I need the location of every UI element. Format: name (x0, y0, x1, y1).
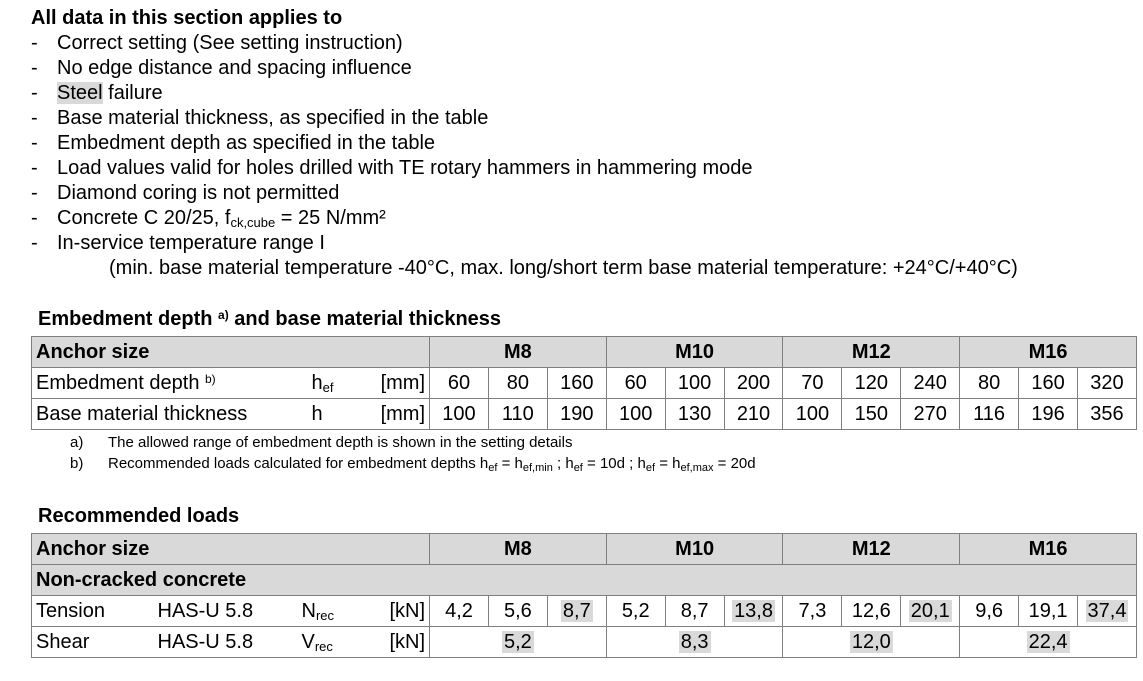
table-cell: 8,7 (547, 596, 606, 627)
table-cell: 8,3 (606, 627, 783, 658)
table-cell: 120 (842, 368, 901, 399)
loads-section-title: Recommended loads (38, 505, 240, 527)
table-cell: 130 (665, 399, 724, 430)
loads-table (31, 533, 1137, 658)
table-cell: 20,1 (901, 596, 960, 627)
table-header-row (32, 534, 1137, 565)
table-cell: 9,6 (960, 596, 1019, 627)
footnote-a: a) The allowed range of embedment depth is shown in the setting details (70, 434, 573, 451)
table-cell: 5,2 (430, 627, 607, 658)
table-cell: 100 (430, 399, 489, 430)
table-cell: 7,3 (783, 596, 842, 627)
table-cell: 60 (430, 368, 489, 399)
table-cell: 190 (547, 399, 606, 430)
table-cell: 100 (783, 399, 842, 430)
table-row (32, 627, 1137, 658)
applicability-list (31, 6, 1018, 281)
table-cell: 80 (960, 368, 1019, 399)
footnotes (70, 432, 756, 474)
table-cell: 240 (901, 368, 960, 399)
table-cell: 270 (901, 399, 960, 430)
table-cell: 5,6 (488, 596, 547, 627)
size-m16: M16 (960, 534, 1137, 565)
list-item: - Concrete C 20/25, $f_{ck,cube} = 25$ N/mm² (31, 207, 386, 230)
embedment-section-title: Embedment depth $^{a)}$ and base material thickness (38, 308, 502, 330)
row-label: Shear (32, 627, 154, 658)
list-item: - Steel failure (31, 82, 163, 104)
non-cracked-concrete-label: Non-cracked concrete (32, 565, 1137, 596)
table-cell: 8,7 (665, 596, 724, 627)
row-symbol: h (308, 399, 372, 430)
table-cell: 200 (724, 368, 783, 399)
temperature-note: (min. base material temperature -40°C, max. long/short term base material temperature: +24°C/+40°C) (109, 257, 1018, 279)
table-cell: 196 (1019, 399, 1078, 430)
size-m8: M8 (430, 534, 607, 565)
table-cell: 110 (488, 399, 547, 430)
table-cell: 150 (842, 399, 901, 430)
row-anchor: HAS-U 5.8 (154, 627, 298, 658)
table-row (32, 596, 1137, 627)
table-cell: 160 (547, 368, 606, 399)
table-cell: 356 (1077, 399, 1136, 430)
size-m8: M8 (430, 337, 607, 368)
table-cell: 5,2 (606, 596, 665, 627)
table-cell: 37,4 (1078, 596, 1137, 627)
table-subheader-row (32, 565, 1137, 596)
row-symbol: $V_{rec}$ (298, 627, 372, 658)
list-item: - Base material thickness, as specified in the table (31, 107, 489, 129)
row-label: Base material thickness (32, 399, 308, 430)
list-item: - No edge distance and spacing influence (31, 57, 412, 79)
list-item: - Embedment depth as specified in the table (31, 132, 436, 154)
size-m12: M12 (783, 534, 960, 565)
table-cell: 22,4 (960, 627, 1137, 658)
table-row (32, 399, 1137, 430)
row-unit: [mm] (372, 368, 430, 399)
table-cell: 13,8 (724, 596, 783, 627)
table-cell: 100 (606, 399, 665, 430)
table-row (32, 368, 1137, 399)
list-item: - Diamond coring is not permitted (31, 182, 340, 204)
row-unit: [mm] (372, 399, 430, 430)
size-m12: M12 (783, 337, 960, 368)
anchor-size-label: Anchor size (32, 534, 430, 565)
embedment-table (31, 336, 1137, 430)
row-symbol: $N_{rec}$ (298, 596, 372, 627)
row-unit: [kN] (372, 596, 430, 627)
row-symbol: $h_{ef}$ (308, 368, 372, 399)
table-cell: 70 (783, 368, 842, 399)
list-item: - Load values valid for holes drilled with TE rotary hammers in hammering mode (31, 157, 753, 179)
applicability-heading: All data in this section applies to (31, 7, 343, 29)
table-cell: 19,1 (1019, 596, 1078, 627)
row-unit: [kN] (372, 627, 430, 658)
table-cell: 80 (488, 368, 547, 399)
table-cell: 320 (1077, 368, 1136, 399)
table-cell: 4,2 (430, 596, 489, 627)
table-cell: 116 (960, 399, 1019, 430)
row-anchor: HAS-U 5.8 (154, 596, 298, 627)
highlighted-word: Steel (57, 82, 103, 104)
footnote-b: b) Recommended loads calculated for embedment depths $h_{ef} = h_{ef,min}$ ; $h_{ef} = 10d$ ; $h_{ef} = h_{ef,max} = 20d$ (70, 455, 756, 474)
table-cell: 210 (724, 399, 783, 430)
anchor-size-label: Anchor size (32, 337, 430, 368)
row-label: Embedment depth $^{b)}$ (32, 368, 308, 399)
table-header-row (32, 337, 1137, 368)
size-m10: M10 (606, 534, 783, 565)
list-item: - Correct setting (See setting instruction) (31, 32, 403, 54)
table-cell: 12,6 (842, 596, 901, 627)
table-cell: 100 (665, 368, 724, 399)
list-item: - In-service temperature range I (31, 232, 325, 254)
table-cell: 12,0 (783, 627, 960, 658)
table-cell: 160 (1019, 368, 1078, 399)
row-label: Tension (32, 596, 154, 627)
table-cell: 60 (606, 368, 665, 399)
size-m10: M10 (606, 337, 783, 368)
size-m16: M16 (960, 337, 1137, 368)
